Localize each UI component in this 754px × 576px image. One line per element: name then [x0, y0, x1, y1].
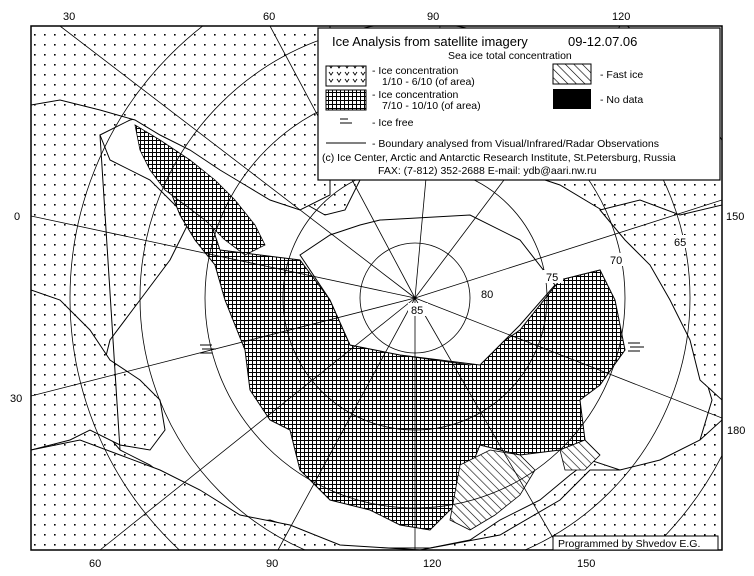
- credit-box: [553, 536, 718, 550]
- legend-swatch-fast-ice: [553, 64, 591, 84]
- programmed-by: Programmed by Shvedov E.G.: [558, 538, 701, 550]
- lon-label-left-0: 0: [14, 211, 21, 223]
- legend-contact: FAX: (7-812) 352-2688 E-mail: ydb@aari.nw.ru: [378, 165, 597, 177]
- lon-label-top-120: 120: [612, 11, 631, 23]
- lon-label-right-180: 180: [727, 425, 746, 437]
- lon-label-left-30: 30: [10, 393, 23, 405]
- legend-ice-free: - Ice free: [372, 117, 414, 129]
- lon-label-right-150: 150: [726, 211, 745, 223]
- legend-title: Ice Analysis from satellite imagery: [332, 34, 528, 49]
- legend-dates: 09-12.07.06: [568, 34, 638, 49]
- lon-label-top-30: 30: [63, 11, 76, 23]
- lat-label-70: 70: [610, 255, 623, 267]
- lat-label-75: 75: [546, 272, 559, 284]
- legend-swatch-no-data: [553, 89, 591, 109]
- lon-label-top-90: 90: [427, 11, 440, 23]
- legend-fast-ice: - Fast ice: [600, 69, 644, 81]
- legend-swatch-low-conc: [326, 66, 366, 86]
- lon-label-bottom-60: 60: [89, 558, 102, 570]
- legend-subtitle: Sea ice total concentration: [448, 50, 572, 62]
- lat-label-80: 80: [481, 289, 494, 301]
- legend-panel: [318, 28, 720, 180]
- legend-high-conc-line2: 7/10 - 10/10 (of area): [382, 100, 481, 112]
- legend-low-conc-line2: 1/10 - 6/10 (of area): [382, 76, 475, 88]
- lon-label-bottom-90: 90: [266, 558, 279, 570]
- legend-high-conc-line1: - Ice concentration: [372, 89, 459, 101]
- legend-low-conc-line1: - Ice concentration: [372, 65, 459, 77]
- lon-label-bottom-150: 150: [577, 558, 596, 570]
- legend-credit: (c) Ice Center, Arctic and Antarctic Research Institute, St.Petersburg, Russia: [322, 152, 676, 164]
- legend-boundary: - Boundary analysed from Visual/Infrared/Radar Observations: [372, 138, 659, 150]
- lon-label-top-60: 60: [263, 11, 276, 23]
- lon-label-bottom-120: 120: [423, 558, 442, 570]
- legend-swatch-high-conc: [326, 90, 366, 110]
- lat-label-65: 65: [674, 237, 687, 249]
- lat-label-85: 85: [411, 305, 424, 317]
- legend-no-data: - No data: [600, 94, 644, 106]
